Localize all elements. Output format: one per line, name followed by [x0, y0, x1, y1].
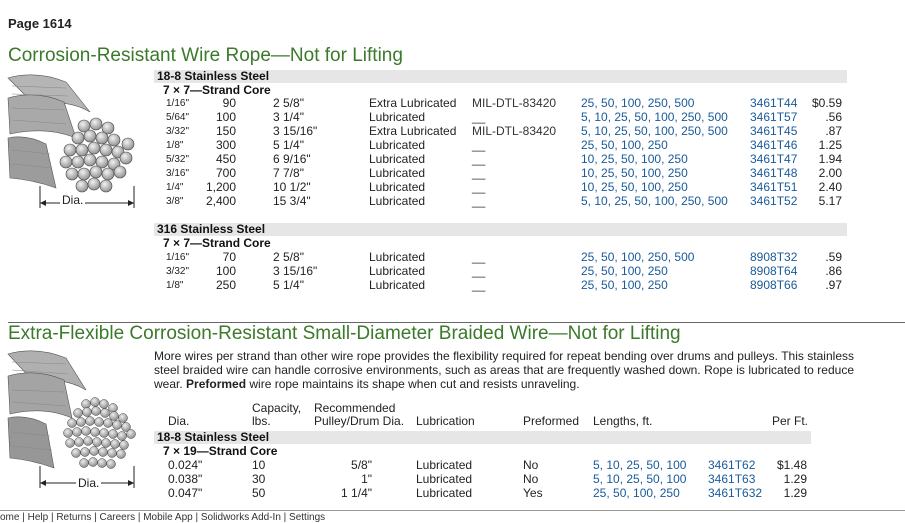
pulley-dia-value: 3 1/4"	[273, 110, 304, 124]
price-value: .59	[825, 250, 842, 264]
material-heading: 316 Stainless Steel	[157, 222, 266, 236]
col-header-pulley-dia: Pulley/Drum Dia.	[314, 414, 405, 428]
lengths-link[interactable]: 25, 50, 100, 250	[581, 264, 668, 278]
col-header-per-ft: Per Ft.	[772, 414, 809, 428]
description-end: wire rope maintains its shape when cut and resists unraveling.	[246, 377, 580, 392]
preformed-value: No	[523, 458, 539, 472]
capacity-value: 70	[222, 250, 236, 264]
pulley-dia-value: 3 15/16"	[273, 124, 318, 138]
price-value: .97	[825, 278, 842, 292]
price-value: .86	[825, 264, 842, 278]
part-number-link[interactable]: 3461T44	[750, 96, 798, 110]
dia-value: 3/16"	[166, 168, 190, 179]
lengths-link[interactable]: 10, 25, 50, 100, 250	[581, 166, 688, 180]
spec-value: __	[472, 250, 486, 264]
material-heading: 18-8 Stainless Steel	[157, 69, 270, 83]
lengths-link[interactable]: 25, 50, 100, 250	[593, 486, 680, 500]
lubrication-value: Lubricated	[369, 166, 426, 180]
core-heading: 7 × 19—Strand Core	[163, 444, 278, 458]
lubrication-value: Lubricated	[369, 278, 426, 292]
spec-value: __	[472, 166, 486, 180]
dia-value: 3/32"	[166, 126, 190, 137]
price-value: .56	[825, 110, 842, 124]
pulley-dia-value: 5/8"	[351, 458, 372, 472]
dia-value: 5/64"	[166, 112, 190, 123]
spec-value: __	[472, 138, 486, 152]
lubrication-value: Extra Lubricated	[369, 124, 457, 138]
spec-value: __	[472, 194, 486, 208]
pulley-dia-value: 1 1/4"	[341, 486, 372, 500]
footer-nav[interactable]: ome | Help | Returns | Careers | Mobile App | Solidworks Add-In | Settings	[0, 512, 326, 523]
dia-label: Dia.	[62, 193, 84, 207]
braided-wire-image	[6, 346, 138, 492]
price-value: .87	[825, 124, 842, 138]
price-value: 1.94	[818, 152, 842, 166]
lengths-link[interactable]: 5, 10, 25, 50, 100, 250, 500	[581, 124, 728, 138]
lubrication-value: Extra Lubricated	[369, 96, 457, 110]
lengths-link[interactable]: 25, 50, 100, 250	[581, 278, 668, 292]
dia-value: 0.038"	[168, 472, 203, 486]
part-number-link[interactable]: 3461T47	[750, 152, 798, 166]
part-number-link[interactable]: 8908T64	[750, 264, 798, 278]
part-number-link[interactable]: 3461T632	[708, 486, 763, 500]
col-header-pulley: Recommended	[314, 401, 396, 415]
lengths-link[interactable]: 25, 50, 100, 250	[581, 138, 668, 152]
part-number-link[interactable]: 8908T66	[750, 278, 798, 292]
pulley-dia-value: 2 5/8"	[273, 96, 304, 110]
part-number-link[interactable]: 3461T48	[750, 166, 798, 180]
price-value: 1.25	[818, 138, 842, 152]
description-text: More wires per strand than other wire rope provides the flexibility required for repeat bending over drums and pulleys. This stainless steel braided wire can handle corrosive environments, such as areas that are frequently washed down. Rope is lubricated to reduce wear.	[154, 349, 854, 392]
price-value: 5.17	[818, 194, 842, 208]
capacity-value: 300	[215, 138, 236, 152]
product-description	[154, 349, 854, 392]
lengths-link[interactable]: 5, 10, 25, 50, 100, 250, 500	[581, 110, 728, 124]
lubrication-value: Lubricated	[369, 110, 426, 124]
price-value: 1.29	[783, 486, 807, 500]
section-title-wire-rope: Corrosion-Resistant Wire Rope—Not for Lifting	[8, 45, 403, 66]
wire-rope-image	[6, 68, 138, 210]
col-header-capacity-unit: lbs.	[252, 414, 271, 428]
description-bold: Preformed	[186, 377, 247, 392]
part-number-link[interactable]: 3461T62	[708, 458, 756, 472]
pulley-dia-value: 3 15/16"	[273, 264, 318, 278]
pulley-dia-value: 5 1/4"	[273, 138, 304, 152]
pulley-dia-value: 5 1/4"	[273, 278, 304, 292]
lubrication-value: Lubricated	[369, 194, 426, 208]
core-heading: 7 × 7—Strand Core	[163, 236, 271, 250]
part-number-link[interactable]: 3461T52	[750, 194, 798, 208]
part-number-link[interactable]: 3461T63	[708, 472, 756, 486]
pulley-dia-value: 15 3/4"	[273, 194, 311, 208]
lengths-link[interactable]: 5, 10, 25, 50, 100	[593, 458, 687, 472]
dia-value: 1/16"	[166, 252, 190, 263]
lengths-link[interactable]: 25, 50, 100, 250, 500	[581, 250, 695, 264]
col-header-preformed: Preformed	[523, 414, 580, 428]
pulley-dia-value: 2 5/8"	[273, 250, 304, 264]
lubrication-value: Lubricated	[416, 472, 473, 486]
capacity-value: 2,400	[205, 194, 236, 208]
col-header-capacity: Capacity,	[252, 401, 302, 415]
lengths-link[interactable]: 10, 25, 50, 100, 250	[581, 152, 688, 166]
lubrication-value: Lubricated	[416, 458, 473, 472]
capacity-value: 30	[252, 472, 266, 486]
dia-value: 1/8"	[166, 140, 184, 151]
preformed-value: Yes	[523, 486, 543, 500]
dia-value: 1/4"	[166, 182, 184, 193]
dia-label: Dia.	[78, 476, 100, 490]
capacity-value: 1,200	[205, 180, 236, 194]
capacity-value: 10	[252, 458, 266, 472]
spec-value: __	[472, 152, 486, 166]
dia-value: 0.024"	[168, 458, 203, 472]
col-header-dia: Dia.	[168, 414, 190, 428]
pulley-dia-value: 6 9/16"	[273, 152, 311, 166]
lubrication-value: Lubricated	[369, 250, 426, 264]
dia-value: 0.047"	[168, 486, 203, 500]
spec-value: MIL-DTL-83420	[472, 96, 557, 110]
part-number-link[interactable]: 3461T46	[750, 138, 798, 152]
page-number: Page 1614	[8, 16, 72, 31]
spec-value: __	[472, 110, 486, 124]
section-title-braided-wire: Extra-Flexible Corrosion-Resistant Small-Diameter Braided Wire—Not for Lifting	[8, 323, 681, 344]
capacity-value: 700	[215, 166, 236, 180]
dia-value: 1/16"	[166, 98, 190, 109]
dia-value: 3/32"	[166, 266, 190, 277]
lengths-link[interactable]: 5, 10, 25, 50, 100	[593, 472, 687, 486]
price-value: $0.59	[811, 96, 842, 110]
part-number-link[interactable]: 3461T57	[750, 110, 798, 124]
spec-value: __	[472, 180, 486, 194]
pulley-dia-value: 10 1/2"	[273, 180, 311, 194]
capacity-value: 450	[215, 152, 236, 166]
capacity-value: 150	[215, 124, 236, 138]
capacity-value: 250	[215, 278, 236, 292]
material-heading: 18-8 Stainless Steel	[157, 430, 270, 444]
part-number-link[interactable]: 8908T32	[750, 250, 798, 264]
lubrication-value: Lubricated	[369, 138, 426, 152]
preformed-value: No	[523, 472, 539, 486]
pulley-dia-value: 7 7/8"	[273, 166, 304, 180]
spec-value: __	[472, 278, 486, 292]
dia-value: 1/8"	[166, 280, 184, 291]
lubrication-value: Lubricated	[369, 264, 426, 278]
capacity-value: 100	[215, 110, 236, 124]
capacity-value: 100	[215, 264, 236, 278]
part-number-link[interactable]: 3461T45	[750, 124, 798, 138]
price-value: $1.48	[776, 458, 807, 472]
lubrication-value: Lubricated	[369, 152, 426, 166]
dia-value: 5/32"	[166, 154, 190, 165]
col-header-lubrication: Lubrication	[416, 414, 475, 428]
part-number-link[interactable]: 3461T51	[750, 180, 798, 194]
price-value: 2.40	[818, 180, 842, 194]
footer-divider	[0, 510, 905, 511]
lubrication-value: Lubricated	[369, 180, 426, 194]
spec-value: __	[472, 264, 486, 278]
lubrication-value: Lubricated	[416, 486, 473, 500]
lengths-link[interactable]: 5, 10, 25, 50, 100, 250, 500	[581, 194, 728, 208]
pulley-dia-value: 1"	[361, 472, 372, 486]
price-value: 1.29	[783, 472, 807, 486]
capacity-value: 90	[222, 96, 236, 110]
dia-value: 3/8"	[166, 196, 184, 207]
price-value: 2.00	[818, 166, 842, 180]
lengths-link[interactable]: 25, 50, 100, 250, 500	[581, 96, 695, 110]
lengths-link[interactable]: 10, 25, 50, 100, 250	[581, 180, 688, 194]
spec-value: MIL-DTL-83420	[472, 124, 557, 138]
core-heading: 7 × 7—Strand Core	[163, 83, 271, 97]
col-header-lengths: Lengths, ft.	[593, 414, 653, 428]
capacity-value: 50	[252, 486, 266, 500]
